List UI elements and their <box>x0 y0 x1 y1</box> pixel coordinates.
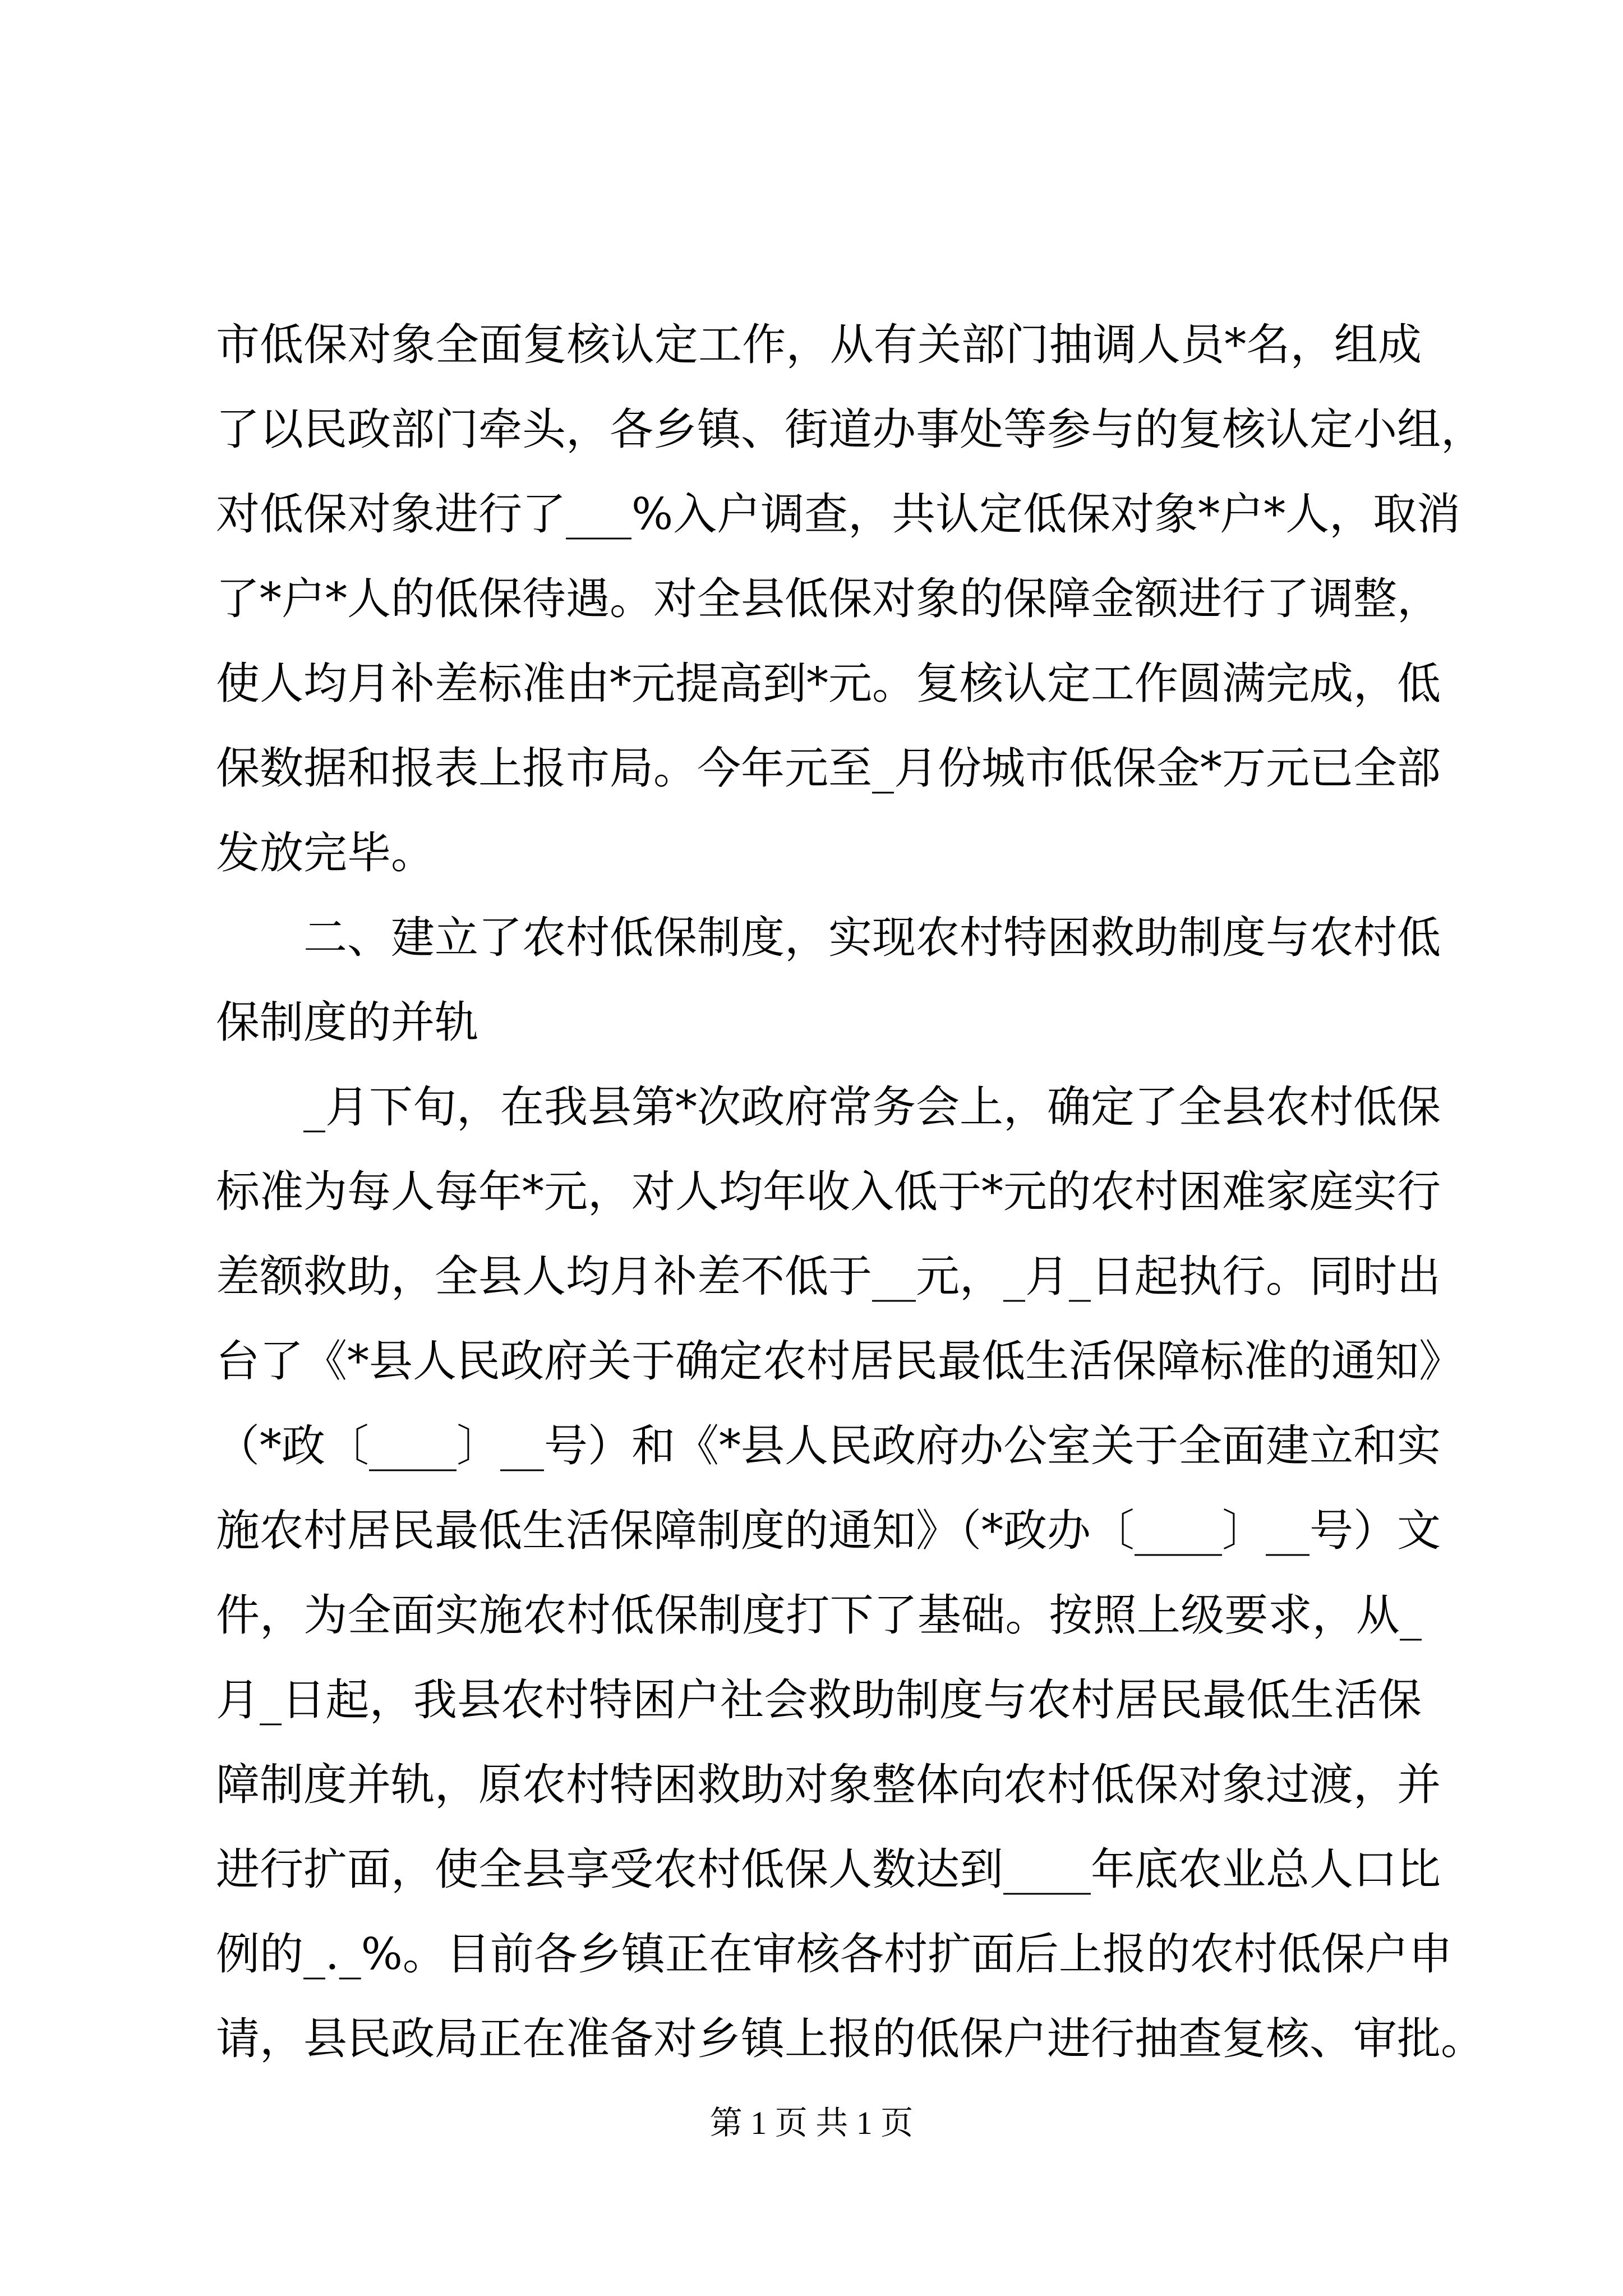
body-text <box>216 303 1485 2082</box>
text-line: 对低保对象进行了___%入户调查，共认定低保对象*户*人，取消 <box>216 489 1461 540</box>
text-line: 使人均月补差标准由*元提高到*元。复核认定工作圆满完成，低 <box>216 659 1441 709</box>
text-line: （*政〔____〕__号）和《*县人民政府办公室关于全面建立和实 <box>216 1421 1441 1471</box>
text-line: 请，县民政局正在准备对乡镇上报的低保户进行抽查复核、审批。 <box>216 2014 1485 2064</box>
text-line: 障制度并轨，原农村特困救助对象整体向农村低保对象过渡，并 <box>216 1760 1441 1810</box>
section-heading-line: 保制度的并轨 <box>216 997 479 1048</box>
section-heading-line: 二、建立了农村低保制度，实现农村特困救助制度与农村低 <box>303 913 1441 963</box>
page-number-label: 第 1 页 共 1 页 <box>709 2105 914 2141</box>
text-line: 标准为每人每年*元，对人均年收入低于*元的农村困难家庭实行 <box>216 1167 1441 1217</box>
text-line: 例的_._%。目前各乡镇正在审核各村扩面后上报的农村低保户申 <box>216 1929 1453 1980</box>
page-footer <box>0 2101 1623 2146</box>
text-line: 进行扩面，使全县享受农村低保人数达到____年底农业总人口比 <box>216 1844 1441 1895</box>
text-line: 保数据和报表上报市局。今年元至_月份城市低保金*万元已全部 <box>216 743 1441 794</box>
text-line: 台了《*县人民政府关于确定农村居民最低生活保障标准的通知》 <box>216 1336 1463 1387</box>
text-line: 差额救助，全县人均月补差不低于__元，_月_日起执行。同时出 <box>216 1251 1441 1302</box>
text-line: 月_日起，我县农村特困户社会救助制度与农村居民最低生活保 <box>216 1675 1422 1726</box>
text-line: 了以民政部门牵头，各乡镇、街道办事处等参与的复核认定小组， <box>216 404 1485 455</box>
text-line: 发放完毕。 <box>216 828 435 878</box>
text-line: 市低保对象全面复核认定工作，从有关部门抽调人员*名，组成 <box>216 320 1422 370</box>
text-line: _月下旬，在我县第*次政府常务会上，确定了全县农村低保 <box>303 1082 1441 1133</box>
text-line: 施农村居民最低生活保障制度的通知》（*政办〔____〕__号）文 <box>216 1506 1441 1556</box>
text-line: 了*户*人的低保待遇。对全县低保对象的保障金额进行了调整， <box>216 574 1441 624</box>
text-line: 件，为全面实施农村低保制度打下了基础。按照上级要求，从_ <box>216 1590 1422 1641</box>
